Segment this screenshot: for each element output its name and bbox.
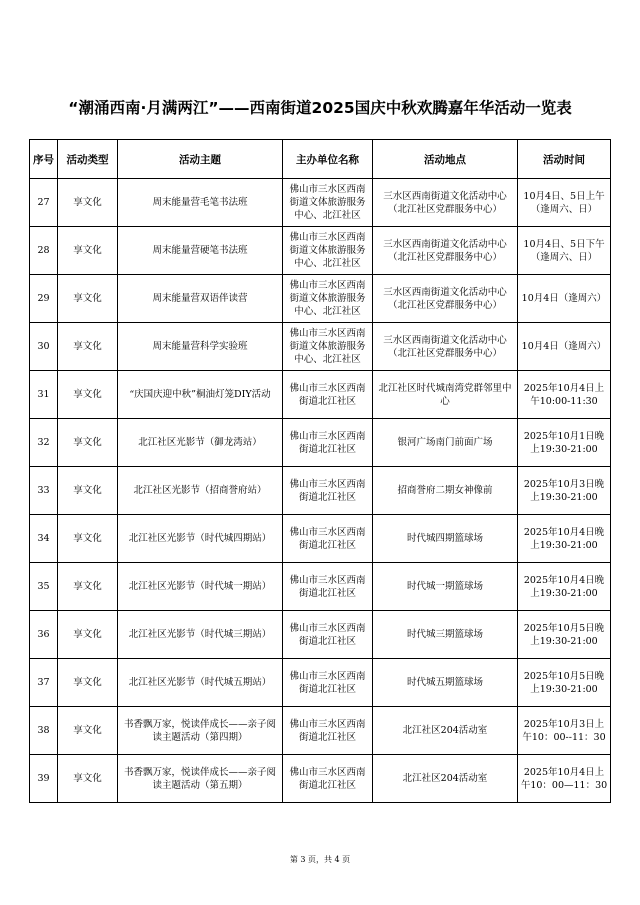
row-no-cell: 37 — [30, 659, 58, 707]
page-footer: 第 3 页，共 4 页 — [289, 855, 351, 864]
row-type-cell: 享文化 — [58, 419, 118, 467]
row-time-cell: 10月4日（逢周六） — [518, 323, 611, 371]
row-time-cell: 2025年10月4日晚上19:30-21:00 — [518, 563, 611, 611]
row-no-cell: 30 — [30, 323, 58, 371]
row-organizer-cell: 佛山市三水区西南街道文体旅游服务中心、北江社区 — [283, 323, 373, 371]
table-row — [30, 227, 611, 275]
row-time-cell: 2025年10月4日上午10:00-11:30 — [518, 371, 611, 419]
row-theme-cell: 北江社区光影节（时代城四期站） — [118, 515, 283, 563]
row-theme-cell: 周末能量营双语伴读营 — [118, 275, 283, 323]
row-time-cell: 10月4日、5日下午（逢周六、日） — [518, 227, 611, 275]
row-type-cell: 享文化 — [58, 707, 118, 755]
row-organizer-cell: 佛山市三水区西南街道北江社区 — [283, 755, 373, 803]
row-organizer-cell: 佛山市三水区西南街道北江社区 — [283, 611, 373, 659]
row-no-cell: 33 — [30, 467, 58, 515]
header-type: 活动类型 — [58, 140, 118, 179]
row-no-cell: 34 — [30, 515, 58, 563]
document-title: “潮涌西南·月满两江”——西南街道2025国庆中秋欢腾嘉年华活动一览表 — [68, 99, 572, 117]
row-theme-cell: 书香飘万家，悦读伴成长——亲子阅读主题活动（第五期） — [118, 755, 283, 803]
row-theme-cell: 北江社区光影节（时代城三期站） — [118, 611, 283, 659]
row-location-cell: 三水区西南街道文化活动中心（北江社区党群服务中心） — [373, 323, 518, 371]
row-type-cell: 享文化 — [58, 179, 118, 227]
table-row — [30, 611, 611, 659]
row-theme-cell: 北江社区光影节（御龙湾站） — [118, 419, 283, 467]
row-organizer-cell: 佛山市三水区西南街道北江社区 — [283, 707, 373, 755]
table-row — [30, 419, 611, 467]
row-theme-cell: 书香飘万家，悦读伴成长——亲子阅读主题活动（第四期） — [118, 707, 283, 755]
table-row — [30, 179, 611, 227]
header-location: 活动地点 — [373, 140, 518, 179]
table-row — [30, 371, 611, 419]
row-time-cell: 2025年10月5日晚上19:30-21:00 — [518, 659, 611, 707]
row-type-cell: 享文化 — [58, 659, 118, 707]
row-theme-cell: 北江社区光影节（招商誉府站） — [118, 467, 283, 515]
row-location-cell: 北江社区时代城南湾党群邻里中心 — [373, 371, 518, 419]
row-organizer-cell: 佛山市三水区西南街道北江社区 — [283, 419, 373, 467]
row-location-cell: 三水区西南街道文化活动中心（北江社区党群服务中心） — [373, 275, 518, 323]
row-no-cell: 28 — [30, 227, 58, 275]
row-type-cell: 享文化 — [58, 515, 118, 563]
row-time-cell: 2025年10月5日晚上19:30-21:00 — [518, 611, 611, 659]
row-organizer-cell: 佛山市三水区西南街道文体旅游服务中心、北江社区 — [283, 179, 373, 227]
row-organizer-cell: 佛山市三水区西南街道北江社区 — [283, 371, 373, 419]
row-location-cell: 北江社区204活动室 — [373, 755, 518, 803]
row-type-cell: 享文化 — [58, 371, 118, 419]
header-no: 序号 — [30, 140, 58, 179]
row-location-cell: 时代城四期篮球场 — [373, 515, 518, 563]
row-location-cell: 三水区西南街道文化活动中心（北江社区党群服务中心） — [373, 179, 518, 227]
header-theme: 活动主题 — [118, 140, 283, 179]
row-no-cell: 36 — [30, 611, 58, 659]
row-theme-cell: 北江社区光影节（时代城一期站） — [118, 563, 283, 611]
row-theme-cell: 周末能量营毛笔书法班 — [118, 179, 283, 227]
row-type-cell: 享文化 — [58, 323, 118, 371]
row-no-cell: 31 — [30, 371, 58, 419]
row-no-cell: 39 — [30, 755, 58, 803]
table-row — [30, 515, 611, 563]
table-row — [30, 563, 611, 611]
row-type-cell: 享文化 — [58, 611, 118, 659]
row-theme-cell: “庆国庆迎中秋”桐油灯笼DIY活动 — [118, 371, 283, 419]
row-time-cell: 10月4日（逢周六） — [518, 275, 611, 323]
row-location-cell: 银河广场南门前面广场 — [373, 419, 518, 467]
row-theme-cell: 周末能量营科学实验班 — [118, 323, 283, 371]
row-time-cell: 10月4日、5日上午（逢周六、日） — [518, 179, 611, 227]
table-row — [30, 659, 611, 707]
row-type-cell: 享文化 — [58, 227, 118, 275]
table-row — [30, 707, 611, 755]
table-row — [30, 275, 611, 323]
header-organizer: 主办单位名称 — [283, 140, 373, 179]
row-location-cell: 三水区西南街道文化活动中心（北江社区党群服务中心） — [373, 227, 518, 275]
table-header-row — [30, 140, 611, 179]
row-location-cell: 时代城五期篮球场 — [373, 659, 518, 707]
row-organizer-cell: 佛山市三水区西南街道北江社区 — [283, 467, 373, 515]
row-location-cell: 北江社区204活动室 — [373, 707, 518, 755]
row-no-cell: 35 — [30, 563, 58, 611]
table-row — [30, 755, 611, 803]
row-type-cell: 享文化 — [58, 563, 118, 611]
row-no-cell: 27 — [30, 179, 58, 227]
row-theme-cell: 北江社区光影节（时代城五期站） — [118, 659, 283, 707]
row-organizer-cell: 佛山市三水区西南街道北江社区 — [283, 515, 373, 563]
row-location-cell: 时代城三期篮球场 — [373, 611, 518, 659]
header-time: 活动时间 — [518, 140, 611, 179]
table-row — [30, 467, 611, 515]
row-organizer-cell: 佛山市三水区西南街道北江社区 — [283, 659, 373, 707]
row-location-cell: 招商誉府二期女神像前 — [373, 467, 518, 515]
row-organizer-cell: 佛山市三水区西南街道文体旅游服务中心、北江社区 — [283, 227, 373, 275]
row-time-cell: 2025年10月4日晚上19:30-21:00 — [518, 515, 611, 563]
table-row — [30, 323, 611, 371]
activity-table — [29, 139, 611, 803]
row-no-cell: 29 — [30, 275, 58, 323]
row-theme-cell: 周末能量营硬笔书法班 — [118, 227, 283, 275]
row-location-cell: 时代城一期篮球场 — [373, 563, 518, 611]
row-time-cell: 2025年10月3日上午10：00--11：30 — [518, 707, 611, 755]
row-organizer-cell: 佛山市三水区西南街道文体旅游服务中心、北江社区 — [283, 275, 373, 323]
row-time-cell: 2025年10月1日晚上19:30-21:00 — [518, 419, 611, 467]
row-no-cell: 32 — [30, 419, 58, 467]
row-time-cell: 2025年10月3日晚上19:30-21:00 — [518, 467, 611, 515]
row-time-cell: 2025年10月4日上午10：00—11：30 — [518, 755, 611, 803]
row-type-cell: 享文化 — [58, 755, 118, 803]
row-type-cell: 享文化 — [58, 467, 118, 515]
row-organizer-cell: 佛山市三水区西南街道北江社区 — [283, 563, 373, 611]
row-no-cell: 38 — [30, 707, 58, 755]
row-type-cell: 享文化 — [58, 275, 118, 323]
